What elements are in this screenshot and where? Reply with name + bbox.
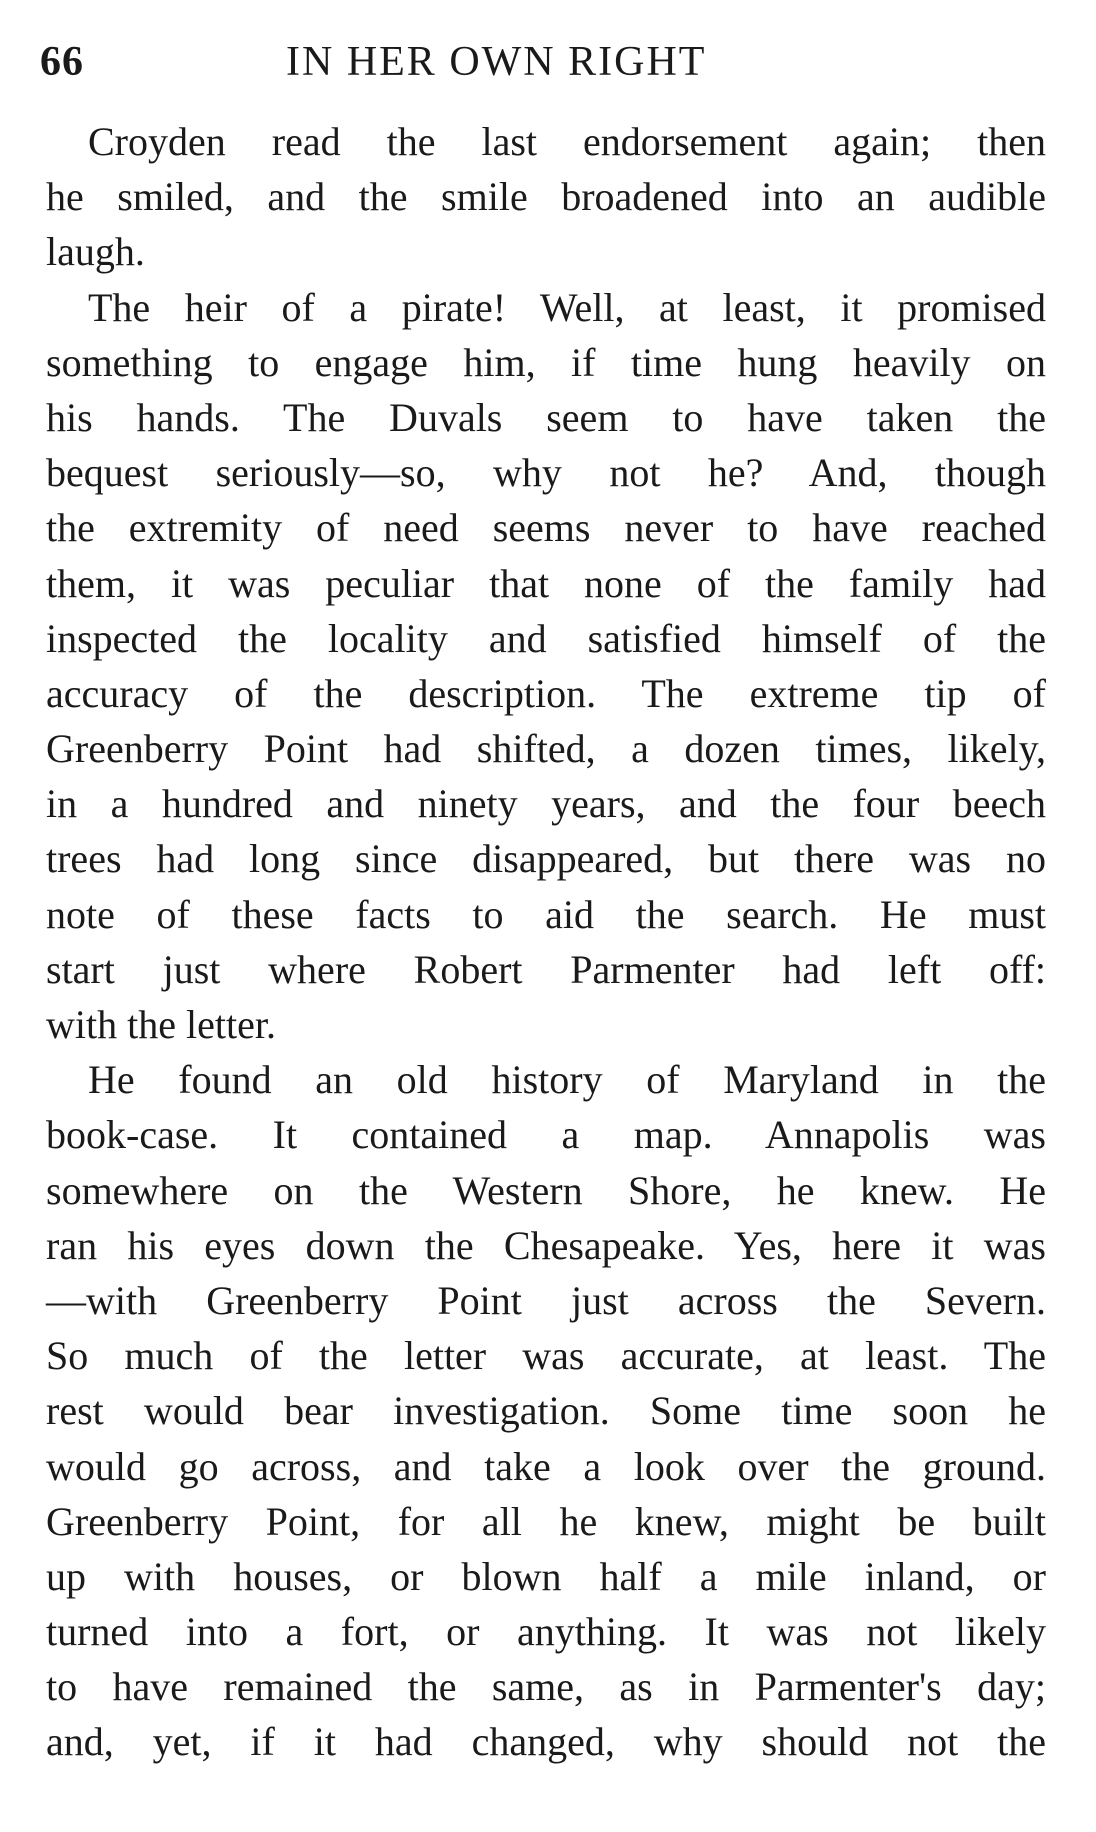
text-line: and, yet, if it had changed, why should not the (46, 1719, 1046, 1765)
text-line: in a hundred and ninety years, and the four beech (46, 781, 1046, 827)
text-line: rest would bear investigation. Some time soon he (46, 1388, 1046, 1434)
text-line: He found an old history of Maryland in the (88, 1057, 1046, 1103)
text-line: the extremity of need seems never to have reached (46, 505, 1046, 551)
text-line: them, it was peculiar that none of the family had (46, 560, 1046, 606)
text-line: up with houses, or blown half a mile inland, or (46, 1553, 1046, 1599)
text-line: with the letter. (46, 1002, 276, 1047)
text-line: Greenberry Point had shifted, a dozen times, likely, (46, 726, 1046, 772)
text-line: The heir of a pirate! Well, at least, it promised (88, 284, 1046, 330)
text-line: So much of the letter was accurate, at least. The (46, 1333, 1046, 1379)
text-line: somewhere on the Western Shore, he knew. He (46, 1167, 1046, 1213)
text-line: —with Greenberry Point just across the Severn. (46, 1277, 1046, 1323)
text-line: note of these facts to aid the search. He must (46, 891, 1046, 937)
text-line: would go across, and take a look over the ground. (46, 1443, 1046, 1489)
running-title: IN HER OWN RIGHT (286, 39, 707, 85)
text-line: something to engage him, if time hung heavily on (46, 339, 1046, 385)
text-line: inspected the locality and satisfied himself of the (46, 615, 1046, 661)
text-line: Croyden read the last endorsement again; then (88, 119, 1046, 164)
text-line: accuracy of the description. The extreme tip of (46, 670, 1046, 716)
paragraph (46, 114, 1046, 280)
text-line: turned into a fort, or anything. It was not likely (46, 1609, 1046, 1655)
text-line: book-case. It contained a map. Annapolis was (46, 1112, 1046, 1158)
text-line: laugh. (46, 229, 145, 275)
body-text (46, 114, 1046, 1770)
text-line: Greenberry Point, for all he knew, might be built (46, 1498, 1046, 1544)
text-line: he smiled, and the smile broadened into an audible (46, 174, 1046, 220)
paragraph (46, 280, 1046, 1053)
text-line: trees had long since disappeared, but there was no (46, 836, 1046, 882)
text-line: bequest seriously—so, why not he? And, though (46, 450, 1046, 496)
running-head (40, 38, 1030, 94)
text-line: ran his eyes down the Chesapeake. Yes, here it was (46, 1222, 1046, 1268)
page-number: 66 (40, 39, 84, 85)
text-line: start just where Robert Parmenter had left off: (46, 946, 1046, 992)
paragraph (46, 1052, 1046, 1769)
text-line: to have remained the same, as in Parmenter's day; (46, 1664, 1046, 1710)
text-line: his hands. The Duvals seem to have taken the (46, 394, 1046, 440)
